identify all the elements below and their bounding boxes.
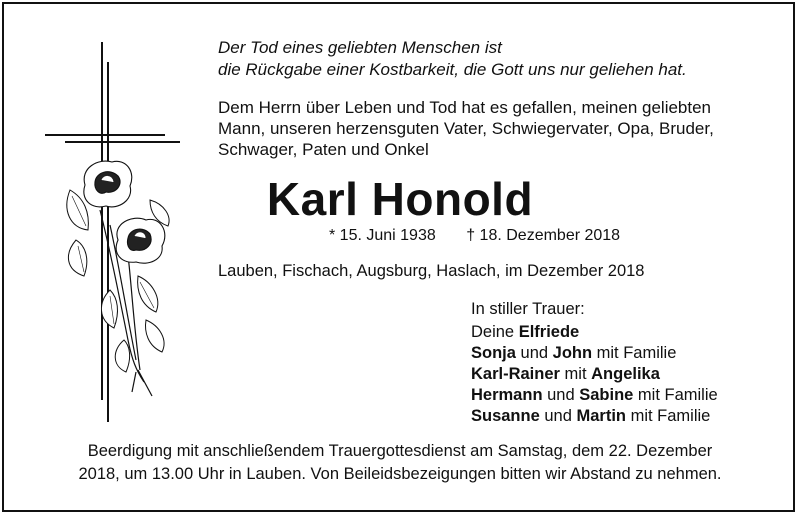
mourner-text: und [539, 407, 577, 425]
mourner-name: Sonja [471, 344, 516, 362]
mourner-text: Deine [471, 323, 519, 341]
mourner-name: Martin [576, 407, 626, 425]
quote-line-1: Der Tod eines geliebten Menschen ist [218, 38, 502, 57]
mourner-text: und [515, 344, 553, 362]
mourner-text: mit Familie [592, 344, 677, 362]
mourner-name: Karl-Rainer [471, 365, 560, 383]
mourner-text: und [542, 386, 580, 404]
mourner-name: Susanne [471, 407, 540, 425]
deceased-name: Karl Honold [266, 173, 534, 225]
mourner-line [471, 385, 718, 406]
intro-line-1: Dem Herrn über Leben und Tod hat es gefallen, meinen geliebten [218, 98, 712, 117]
mourner-line [471, 364, 718, 385]
mourner-name: Elfriede [518, 323, 580, 341]
mourners-list [471, 299, 718, 427]
mourner-text: mit Familie [633, 386, 718, 404]
announcement-text [218, 97, 778, 160]
quote-line-2: die Rückgabe einer Kostbarkeit, die Gott uns nur geliehen hat. [218, 60, 687, 79]
mourner-name: John [552, 344, 593, 362]
place-and-date: Lauben, Fischach, Augsburg, Haslach, im Dezember 2018 [218, 262, 645, 280]
death-date: † 18. Dezember 2018 [466, 227, 621, 244]
mourner-line [471, 343, 718, 364]
mourner-line [471, 322, 718, 343]
cross-with-roses-icon [40, 40, 190, 440]
mourner-text: mit Familie [625, 407, 711, 425]
mourner-name: Angelika [591, 365, 660, 383]
life-dates [329, 227, 620, 245]
mourners-heading: In stiller Trauer: [471, 300, 585, 318]
birth-date: * 15. Juni 1938 [329, 227, 436, 244]
mourner-name: Sabine [579, 386, 634, 404]
quote [218, 37, 687, 81]
mourner-text: mit [559, 365, 592, 383]
funeral-line-2: 2018, um 13.00 Uhr in Lauben. Von Beileidsbezeigungen bitten wir Abstand zu nehmen. [78, 465, 722, 483]
mourner-line [471, 406, 718, 427]
mourner-name: Hermann [471, 386, 543, 404]
intro-line-2: Mann, unseren herzensguten Vater, Schwiegervater, Opa, Bruder, [218, 119, 714, 138]
funeral-line-1: Beerdigung mit anschließendem Trauergottesdienst am Samstag, dem 22. Dezember [87, 442, 713, 460]
funeral-notice [0, 440, 800, 486]
intro-line-3: Schwager, Paten und Onkel [218, 140, 429, 159]
